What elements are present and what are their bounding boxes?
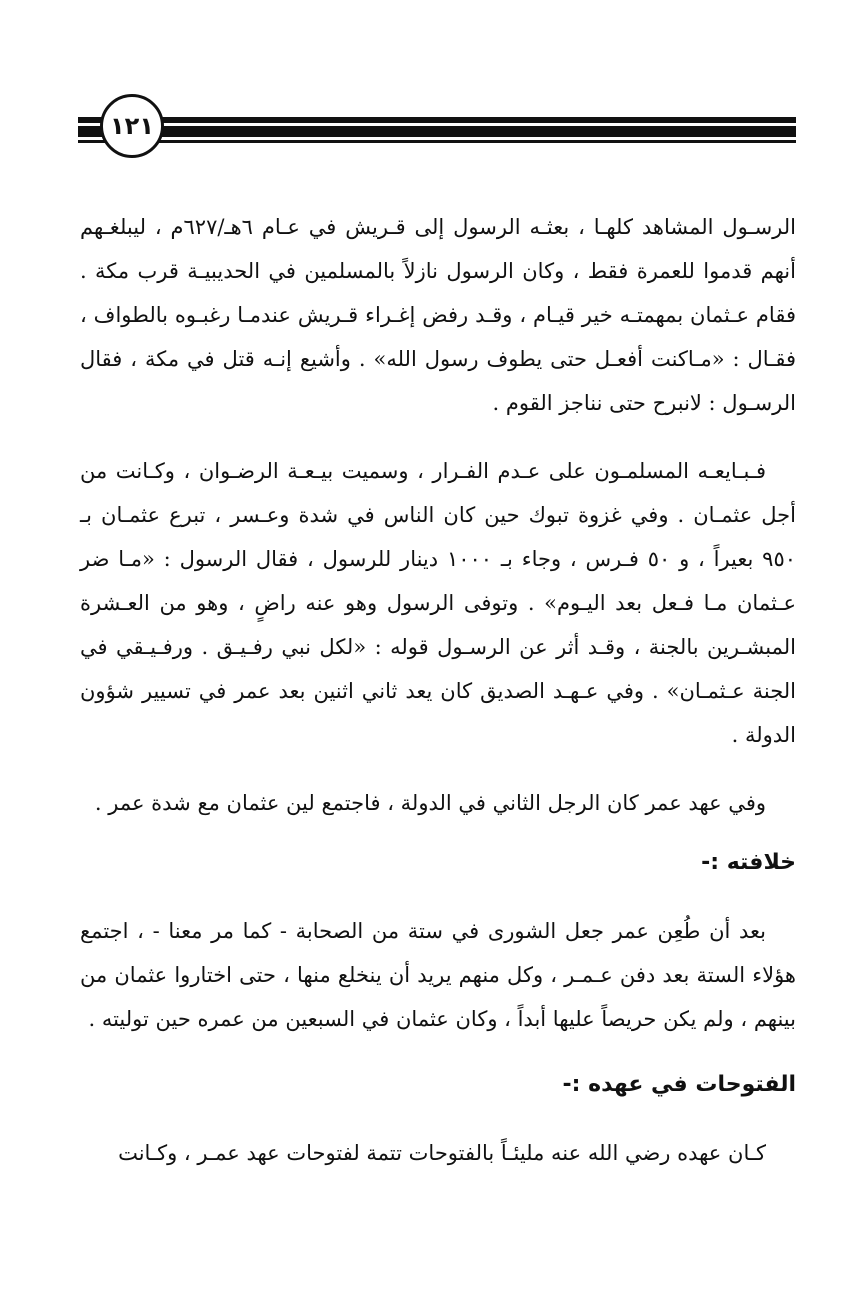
header-rule-top [78, 117, 796, 123]
page-header [78, 92, 796, 172]
paragraph-uthman-mission: الرسـول المشاهد كلهـا ، بعثـه الرسول إلى قـريش في عـام ٦هـ/٦٢٧م ، ليبلغـهم أنهم قدموا للعمرة فقط ، وكان الرسول نازلاً بالمسلمين في الحديبيـة قرب مكة . فقام عـثمان بمهمتـه خير قيـام ، وقـد رفض إغـراء قـريش عندمـا رغبـوه بالطواف ، فقـال : «مـاكنت أفعـل حتى يطوف رسول الله» . وأشيع إنـه قتل في مكة ، فقال الرسـول : لانبرح حتى نناجز القوم . [80, 215, 797, 415]
paragraph-caliphate: بعد أن طُعِن عمر جعل الشورى في ستة من الصحابة - كما مر معنا - ، اجتمع هؤلاء الستة بعد دفن عـمـر ، وكل منهم يريد أن ينخلع منها ، حتى اختاروا عثمان من بينهم ، ولم يكن حريصاً عليها أبداً ، وكان عثمان في السبعين من عمره حين توليته . [80, 919, 796, 1031]
paragraph-umar-era: وفي عهد عمر كان الرجل الثاني في الدولة ، فاجتمع لين عثمان مع شدة عمر . [94, 791, 766, 815]
paragraph-conquests: كـان عهده رضي الله عنه مليئـاً بالفتوحات تتمة لفتوحات عهد عمـر ، وكـانت [118, 1141, 766, 1165]
heading-conquests: الفتوحات في عهده :- [562, 1072, 796, 1097]
page-body [80, 205, 796, 1199]
paragraph-ridwan-pledge: فـبـايعـه المسلمـون على عـدم الفـرار ، وسميت بيـعـة الرضـوان ، وكـانت من أجل عثمـان . وفي غزوة تبوك حين كان الناس في شدة وعـسر ، تبرع عثمـان بـ ٩٥٠ بعيراً ، و ٥٠ فـرس ، وجاء بـ ١٠٠٠ دينار للرسول ، فقال الرسول : «مـا ضر عـثمان مـا فـعل بعد اليـوم» . وتوفى الرسول وهو عنه راضٍ ، وهو من العـشرة المبشـرين بالجنة ، وقـد أثر عن الرسـول قوله : «لكل نبي رفـيـق . ورفـيـقي في الجنة عـثمـان» . وفي عـهـد الصديق كان يعد ثاني اثنين بعد عمر في تسيير شؤون الدولة . [80, 459, 797, 747]
header-rule-middle [78, 126, 796, 137]
heading-caliphate: خلافته :- [701, 850, 796, 875]
header-rule-bottom [78, 140, 796, 143]
page-number: ١٢١ [110, 112, 154, 140]
page-number-badge [100, 94, 164, 158]
